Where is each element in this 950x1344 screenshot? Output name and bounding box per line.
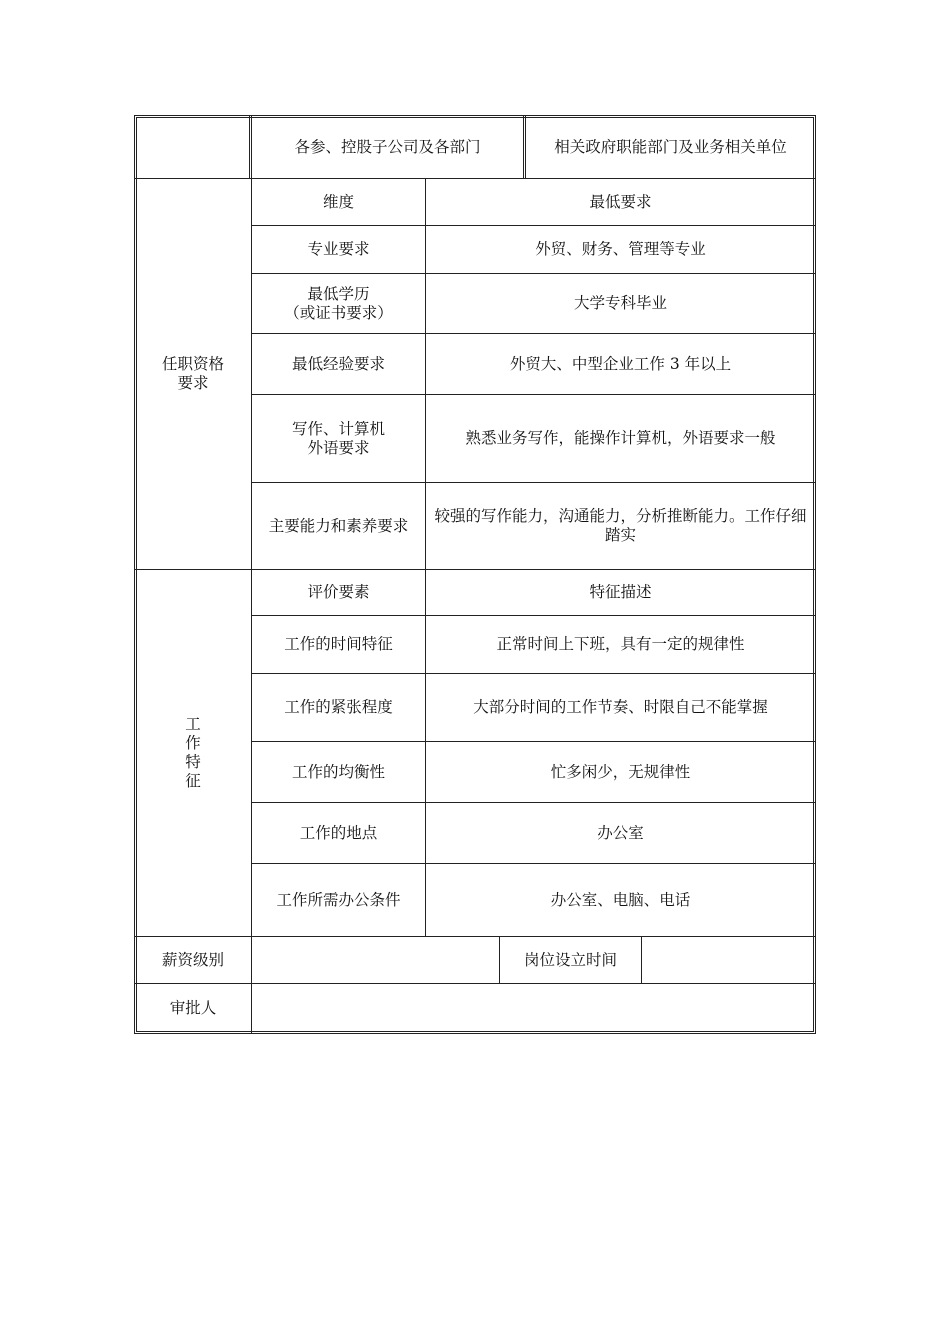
salary-grade-label: 薪资级别: [161, 950, 224, 969]
qualification-requirement: 较强的写作能力，沟通能力，分析推断能力。工作仔细踏实: [434, 507, 807, 544]
work-feature-description: 忙多闲少，无规律性: [550, 762, 691, 781]
qualification-requirement: 外贸大、中型企业工作 3 年以上: [509, 354, 732, 373]
approver-label: 审批人: [169, 999, 217, 1017]
work-feature-description: 办公室、电脑、电话: [550, 890, 691, 909]
work-feature-element: 工作所需办公条件: [276, 890, 401, 909]
approver-value: [252, 984, 815, 1033]
qualification-dimension: 专业要求: [307, 240, 370, 258]
qualification-dimension: 写作、计算机 外语要求: [291, 419, 385, 457]
work-feature-element: 工作的地点: [299, 823, 378, 842]
work-feature-description: 大部分时间的工作节奏、时限自己不能掌握: [473, 698, 768, 716]
work-feature-element: 工作的紧张程度: [284, 698, 393, 716]
work-features-section-label: 工 作 特 征: [185, 715, 201, 790]
position-established-label: 岗位设立时间: [523, 950, 617, 969]
qualification-requirement: 外贸、财务、管理等专业: [535, 240, 706, 258]
qualifications-section-label: 任职资格 要求: [161, 355, 224, 392]
work-feature-description: 正常时间上下班，具有一定的规律性: [496, 635, 745, 653]
job-description-table: [134, 115, 816, 1034]
qualification-requirement: 大学专科毕业: [573, 294, 667, 312]
header-internal-relations: 各参、控股子公司及各部门: [294, 137, 481, 156]
qualification-dimension: 主要能力和素养要求: [268, 516, 409, 535]
description-header: 特征描述: [589, 583, 652, 601]
work-feature-description: 办公室: [597, 823, 644, 842]
header-external-relations: 相关政府职能部门及业务相关单位: [554, 137, 787, 156]
dimension-header: 维度: [322, 192, 354, 211]
qualification-requirement: 熟悉业务写作，能操作计算机，外语要求一般: [465, 429, 776, 447]
position-established-value: [642, 937, 815, 983]
work-feature-element: 工作的时间特征: [284, 635, 393, 653]
requirement-header: 最低要求: [589, 192, 652, 211]
salary-grade-value: [252, 937, 499, 983]
qualification-dimension: 最低经验要求: [291, 354, 385, 373]
qualification-dimension: 最低学历 （或证书要求）: [284, 284, 393, 322]
work-feature-element: 工作的均衡性: [291, 762, 385, 781]
header-corner-cell: [135, 116, 250, 178]
element-header: 评价要素: [307, 583, 370, 601]
